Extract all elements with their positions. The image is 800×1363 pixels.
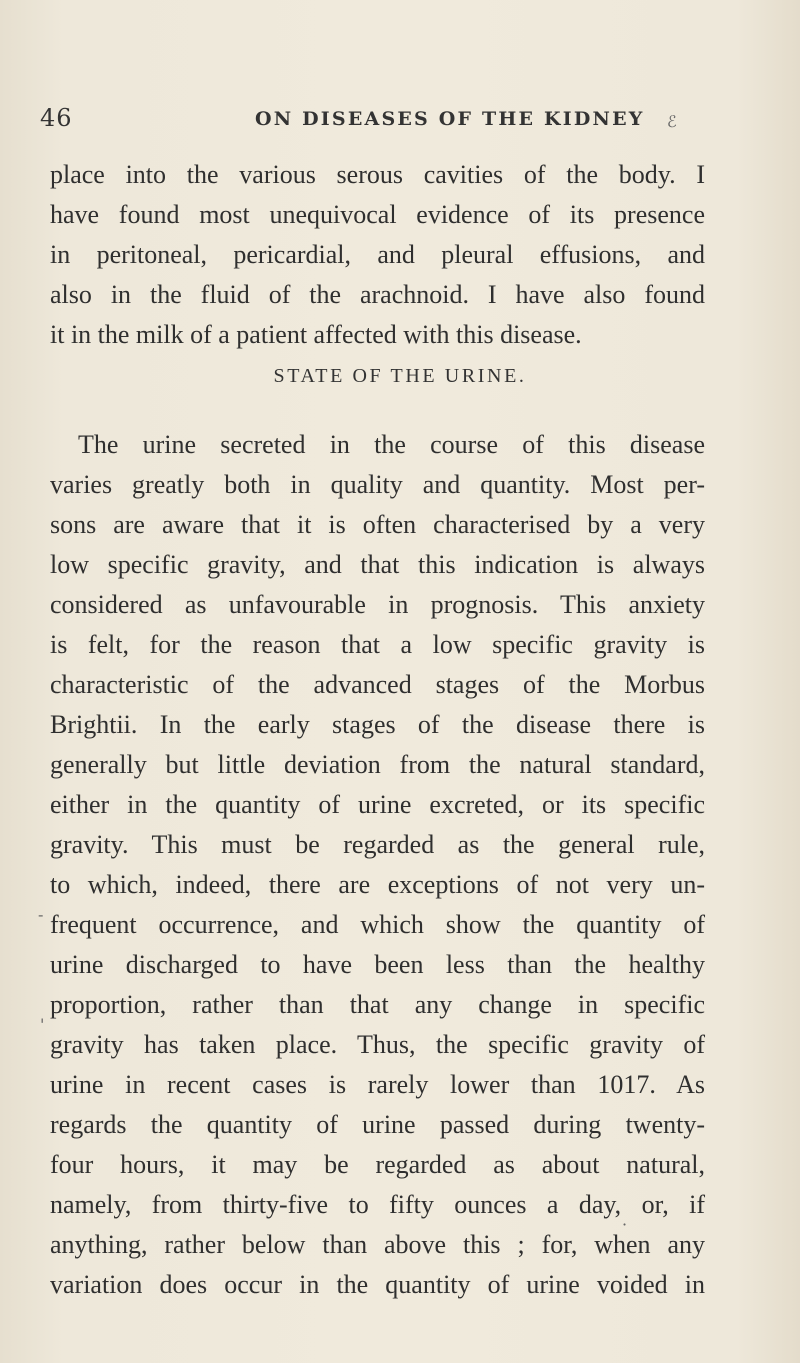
- text-line: to which, indeed, there are exceptions of not very un-: [50, 870, 705, 899]
- page-number: 46: [40, 104, 73, 132]
- text-line: place into the various serous cavities of the body. I: [50, 160, 705, 189]
- text-line: urine in recent cases is rarely lower than 1017. As: [50, 1070, 705, 1099]
- text-line: four hours, it may be regarded as about natural,: [50, 1150, 705, 1179]
- text-line: varies greatly both in quality and quantity. Most per-: [50, 470, 705, 499]
- margin-dash-icon: -: [38, 905, 44, 924]
- text-line: urine discharged to have been less than the healthy: [50, 950, 705, 979]
- text-line: regards the quantity of urine passed during twenty-: [50, 1110, 705, 1139]
- text-line: characteristic of the advanced stages of the Morbus: [50, 670, 705, 699]
- text-line: frequent occurrence, and which show the quantity of: [50, 910, 705, 939]
- text-line: in peritoneal, pericardial, and pleural effusions, and: [50, 240, 705, 269]
- text-line: also in the fluid of the arachnoid. I have also found: [50, 280, 705, 309]
- text-line: gravity has taken place. Thus, the specific gravity of: [50, 1030, 705, 1059]
- text-line: anything, rather below than above this ; for, when any: [50, 1230, 705, 1259]
- body-paragraph: [50, 425, 705, 1305]
- section-heading: STATE OF THE URINE.: [273, 365, 527, 387]
- text-line: The urine secreted in the course of this disease: [78, 430, 705, 459]
- text-line: is felt, for the reason that a low specific gravity is: [50, 630, 705, 659]
- text-line: namely, from thirty-five to fifty ounces a day, or, if: [50, 1190, 705, 1219]
- text-line: considered as unfavourable in prognosis. This anxiety: [50, 590, 705, 619]
- text-line: sons are aware that it is often characterised by a very: [50, 510, 705, 539]
- text-line: either in the quantity of urine excreted, or its specific: [50, 790, 705, 819]
- text-line: generally but little deviation from the natural standard,: [50, 750, 705, 779]
- intro-paragraph: [50, 155, 705, 355]
- text-line: variation does occur in the quantity of urine voided in: [50, 1270, 705, 1299]
- text-line: proportion, rather than that any change in specific: [50, 990, 705, 1019]
- text-line: it in the milk of a patient affected with this disease.: [50, 320, 582, 349]
- margin-tick-icon: ': [40, 1015, 45, 1034]
- ink-speck-icon: ·: [622, 1215, 628, 1234]
- ink-mark-icon: ℰ: [667, 112, 677, 131]
- page-header: [30, 100, 770, 140]
- text-line: have found most unequivocal evidence of its presence: [50, 200, 705, 229]
- running-title: ON DISEASES OF THE KIDNEY: [255, 108, 645, 130]
- text-line: gravity. This must be regarded as the general rule,: [50, 830, 705, 859]
- text-line: Brightii. In the early stages of the disease there is: [50, 710, 705, 739]
- text-line: low specific gravity, and that this indication is always: [50, 550, 705, 579]
